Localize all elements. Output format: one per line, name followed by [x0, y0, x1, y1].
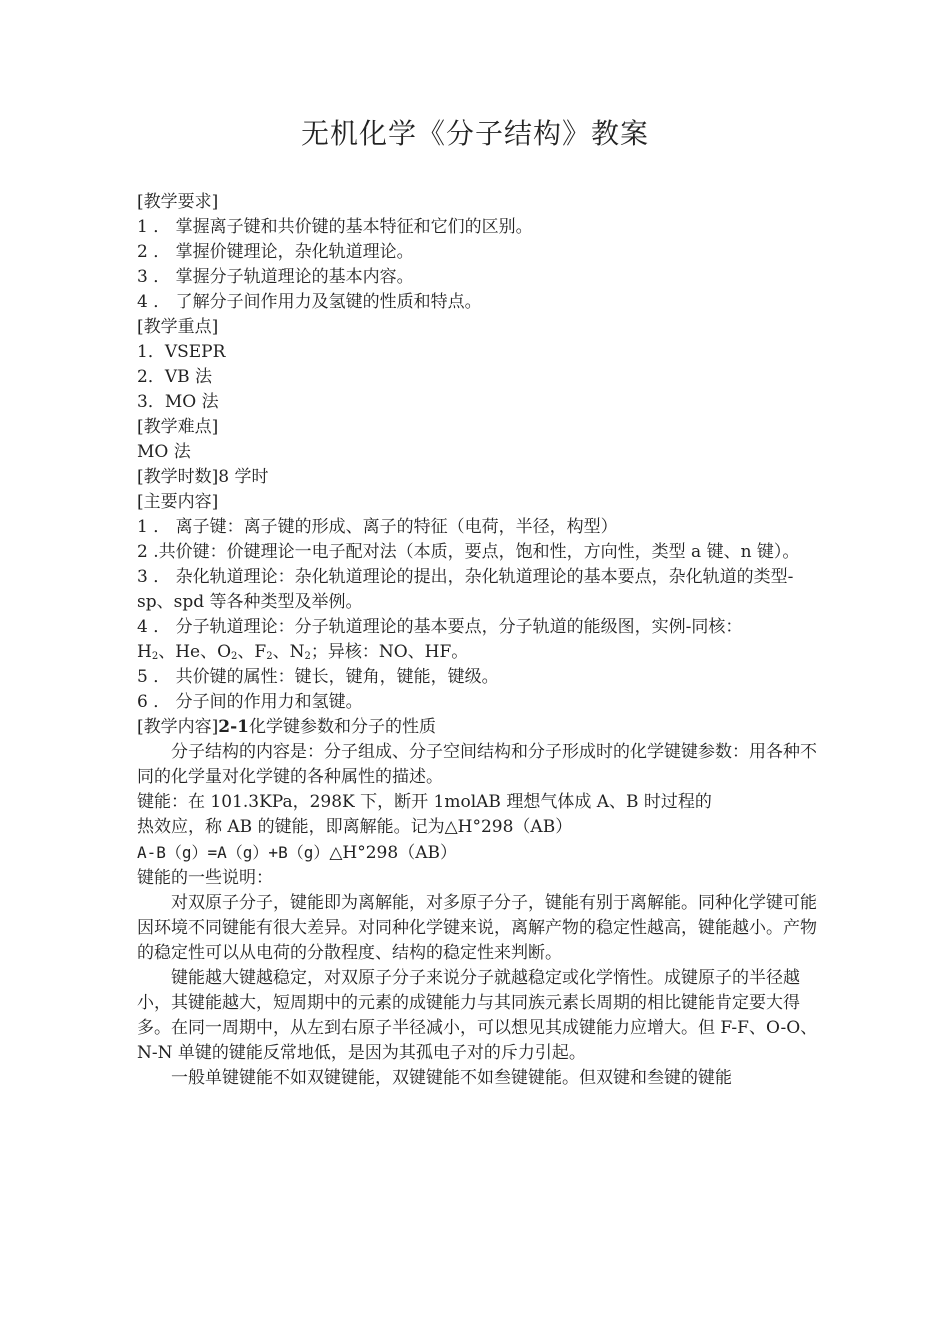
equation-reaction: A-B（g）=A（g）+B（g） — [137, 843, 330, 862]
requirements-heading: [教学要求] — [137, 192, 219, 212]
key-point-item: 3．MO 法 — [137, 392, 219, 412]
requirement-item: 2 ． 掌握价键理论，杂化轨道理论。 — [137, 242, 414, 262]
section-heading — [137, 715, 827, 740]
molecule-h: H — [137, 642, 152, 662]
paragraph-3: 一般单键键能不如双键键能，双键键能不如叁键键能。但双键和叁键的键能 — [171, 1068, 732, 1088]
subscript: 2 — [304, 651, 311, 662]
paragraph-structure: 分子结构的内容是：分子组成、分子空间结构和分子形成时的化学键键参数：用各种不同的化学量对化学键的各种属性的描述。 — [137, 742, 817, 787]
document-body — [137, 190, 827, 1091]
section-title: 化学键参数和分子的性质 — [248, 717, 436, 737]
molecule-sep: 、F — [237, 642, 267, 662]
paragraph-2: 键能越大键越稳定，对双原子分子来说分子就越稳定或化学惰性。成键原子的半径越小，其键能越大，短周期中的元素的成键能力与其同族元素长周期的相比键能肯定要大得多。在同一周期中，从左到右原子半径减小，可以想见其成键能力应增大。但 F-F、O-O、N-N 单键的键能反常地低，是因为其孤电子对的斥力引起。 — [137, 968, 818, 1063]
requirement-item: 3 ． 掌握分子轨道理论的基本内容。 — [137, 267, 414, 287]
main-content-item: 6 ． 分子间的作用力和氢键。 — [137, 692, 363, 712]
main-content-item: 3 ． 杂化轨道理论：杂化轨道理论的提出，杂化轨道理论的基本要点，杂化轨道的类型-sp、spd 等各种类型及举例。 — [137, 567, 794, 612]
bond-energy-equation — [137, 840, 827, 866]
section-number: 2-1 — [218, 717, 249, 737]
main-content-item: 5 ． 共价键的属性：键长，键角，键能，键级。 — [137, 667, 499, 687]
teaching-hours: [教学时数]8 学时 — [137, 467, 269, 487]
notes-heading: 键能的一些说明： — [137, 868, 273, 888]
document-title: 无机化学《分子结构》教案 — [300, 117, 649, 150]
key-point-item: 1．VSEPR — [137, 342, 226, 362]
subscript: 2 — [266, 651, 273, 662]
subscript: 2 — [231, 651, 238, 662]
bond-energy-definition-1: 键能：在 101.3KPa，298K 下，断开 1molAB 理想气体成 A、B 时过程的 — [137, 792, 712, 812]
paragraph-1: 对双原子分子，键能即为离解能，对多原子分子，键能有别于离解能。同种化学键可能因环境不同键能有很大差异。对同种化学键来说，离解产物的稳定性越高，键能越小。产物的稳定性可以从电荷的分散程度、结构的稳定性来判断。 — [137, 893, 817, 963]
key-point-item: 2．VB 法 — [137, 367, 212, 387]
requirement-item: 1 ． 掌握离子键和共价键的基本特征和它们的区别。 — [137, 217, 533, 237]
requirement-item: 4 ． 了解分子间作用力及氢键的性质和特点。 — [137, 292, 482, 312]
main-content-item: 1 ． 离子键：离子键的形成、离子的特征（电荷，半径，构型） — [137, 517, 618, 537]
main-content-item-4 — [137, 615, 827, 665]
difficulty-text: MO 法 — [137, 442, 191, 462]
content-heading: [教学内容] — [137, 717, 219, 737]
molecule-sep: 、He、O — [158, 642, 232, 662]
main-content-item: 2 .共价键：价键理论一电子配对法（本质，要点，饱和性，方向性，类型 a 键、n 键）。 — [137, 542, 800, 562]
item4-text: 4 ． 分子轨道理论：分子轨道理论的基本要点，分子轨道的能级图，实例-同核： — [137, 617, 743, 637]
equation-enthalpy: △H°298（AB） — [329, 843, 457, 863]
main-content-heading: [主要内容] — [137, 492, 219, 512]
subscript: 2 — [151, 651, 159, 662]
hetero-nuclear: ；异核：NO、HF。 — [310, 642, 469, 662]
difficulty-heading: [教学难点] — [137, 417, 219, 437]
molecule-sep: 、N — [272, 642, 305, 662]
key-points-heading: [教学重点] — [137, 317, 219, 337]
bond-energy-definition-2: 热效应，称 AB 的键能，即离解能。记为△H°298（AB） — [137, 817, 573, 837]
